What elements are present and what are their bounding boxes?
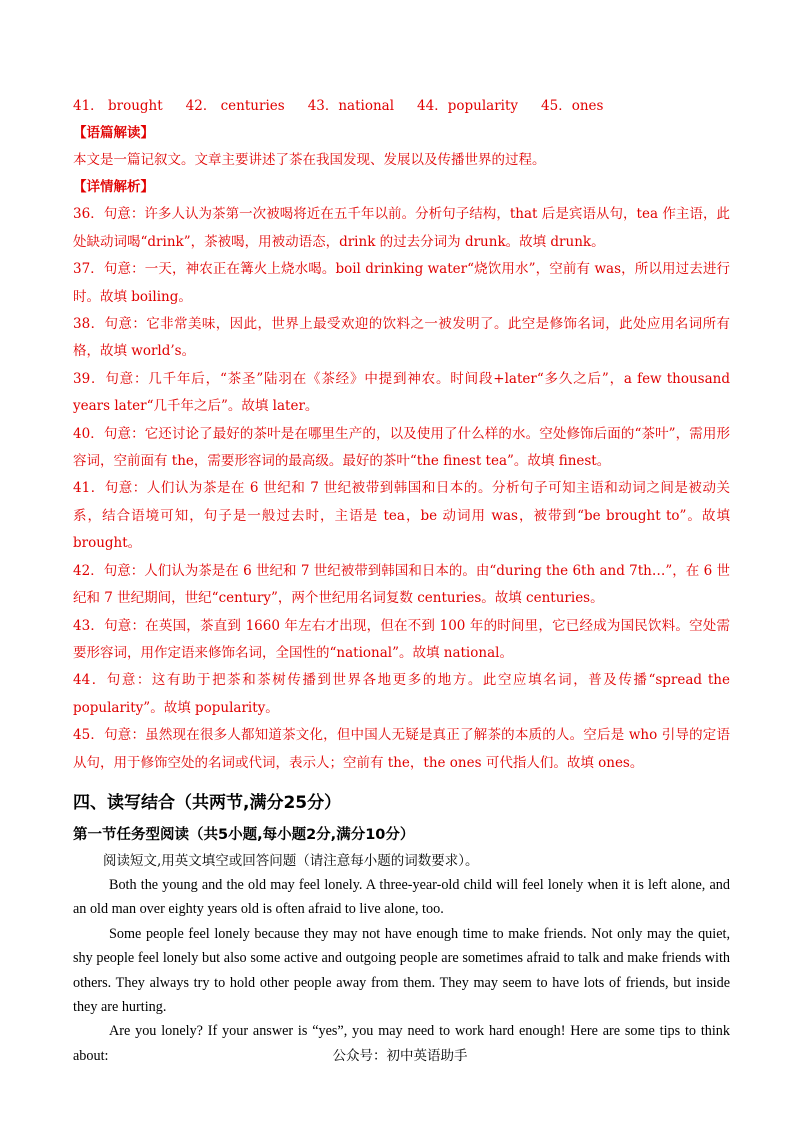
explanation-43: 43．句意：在英国，茶直到 1660 年左右才出现，但在不到 100 年的时间里，它已经成为国民饮料。空处需要形容词，用作定语来修饰名词，全国性的“national”。故填 national。	[73, 617, 730, 661]
explanation-44: 44．句意：这有助于把茶和茶树传播到世界各地更多的地方。此空应填名词，普及传播“spread the popularity”。故填 popularity。	[73, 672, 730, 716]
passage-analysis-tag: 【语篇解读】	[73, 125, 154, 141]
passage-summary	[73, 147, 730, 174]
answer-42: 42． centuries	[185, 98, 285, 114]
explanation-45: 45．句意：虽然现在很多人都知道茶文化，但中国人无疑是真正了解茶的本质的人。空后是 who 引导的定语从句，用于修饰空处的名词或代词，表示人；空前有 the，the ones 可代指人们。故填 ones。	[73, 727, 730, 771]
explanation-38: 38．句意：它非常美味，因此，世界上最受欢迎的饮料之一被发明了。此空是修饰名词，此处应用名词所有格，故填 world’s。	[73, 316, 730, 360]
answer-41: 41． brought	[73, 98, 163, 114]
explanation-36: 36．句意：许多人认为茶第一次被喝将近在五千年以前。分析句子结构，that 后是宾语从句，tea 作主语，此处缺动词喝“drink”，茶被喝，用被动语态，drink 的过去分词为 drunk。故填 drunk。	[73, 206, 730, 250]
passage-paragraph-1: Both the young and the old may feel lonely. A three-year-old child will feel lonely when it is left alone, and an old man over eighty years old is often afraid to live alone, too.	[73, 876, 730, 918]
passage-paragraph-3: Are you lonely? If your answer is “yes”, you may need to work hard enough! Here are some tips to think about:	[73, 1023, 730, 1064]
explanation-42: 42．句意：人们认为茶是在 6 世纪和 7 世纪被带到韩国和日本的。由“during the 6th and 7th…”，在 6 世纪和 7 世纪期间，世纪“century”，两个世纪用名词复数 centuries。故填 centuries。	[73, 562, 730, 607]
detailed-analysis-tag: 【详情解析】	[73, 179, 154, 196]
page-footer: 公众号：初中英语助手	[332, 1048, 468, 1064]
part-heading: 四、读写结合（共两节,满分25分）	[73, 792, 342, 813]
instruction-text: 阅读短文,用英文填空或回答问题（请注意每小题的词数要求）。	[103, 852, 479, 869]
reading-passage	[73, 873, 730, 1068]
explanation-39: 39．句意：几千年后，“茶圣”陆羽在《茶经》中提到神农。时间段+later“多久之后”，a few thousand years later“几千年之后”。故填 later。	[73, 370, 730, 415]
answer-key-row	[73, 92, 730, 120]
answer-45: 45．ones	[541, 98, 604, 114]
passage-paragraph-2: Some people feel lonely because they may not have enough time to make friends. Not only may the quiet, shy people feel lonely but also some active and outgoing people are sometimes afraid to talk and make friends with others. They always try to hold other people away from them. They may seem to have lots of friends, but inside they are hurting.	[73, 925, 730, 1015]
explanation-40: 40．句意：它还讨论了最好的茶叶是在哪里生产的，以及使用了什么样的水。空处修饰后面的“茶叶”，需用形容词，空前面有 the，需要形容词的最高级。最好的茶叶“the finest tea”。故填 finest。	[73, 425, 730, 470]
answer-43: 43．national	[307, 98, 395, 114]
passage-summary-text: 本文是一篇记叙文。文章主要讲述了茶在我国发现、发展以及传播世界的过程。	[73, 152, 546, 168]
answer-44: 44．popularity	[417, 98, 519, 114]
explanation-41: 41．句意：人们认为茶是在 6 世纪和 7 世纪被带到韩国和日本的。分析句子可知主语和动词之间是被动关系，结合语境可知，句子是一般过去时，主语是 tea，be 动词用 was，被带到“be brought to”。故填 brought。	[73, 480, 730, 552]
explanation-37: 37．句意：一天，神农正在篝火上烧水喝。boil drinking water“烧饮用水”，空前有 was，所以用过去进行时。故填 boiling。	[73, 261, 730, 305]
explanation-list	[73, 201, 730, 777]
section-heading: 第一节任务型阅读（共5小题,每小题2分,满分10分）	[73, 826, 415, 843]
page-content	[73, 92, 730, 1068]
